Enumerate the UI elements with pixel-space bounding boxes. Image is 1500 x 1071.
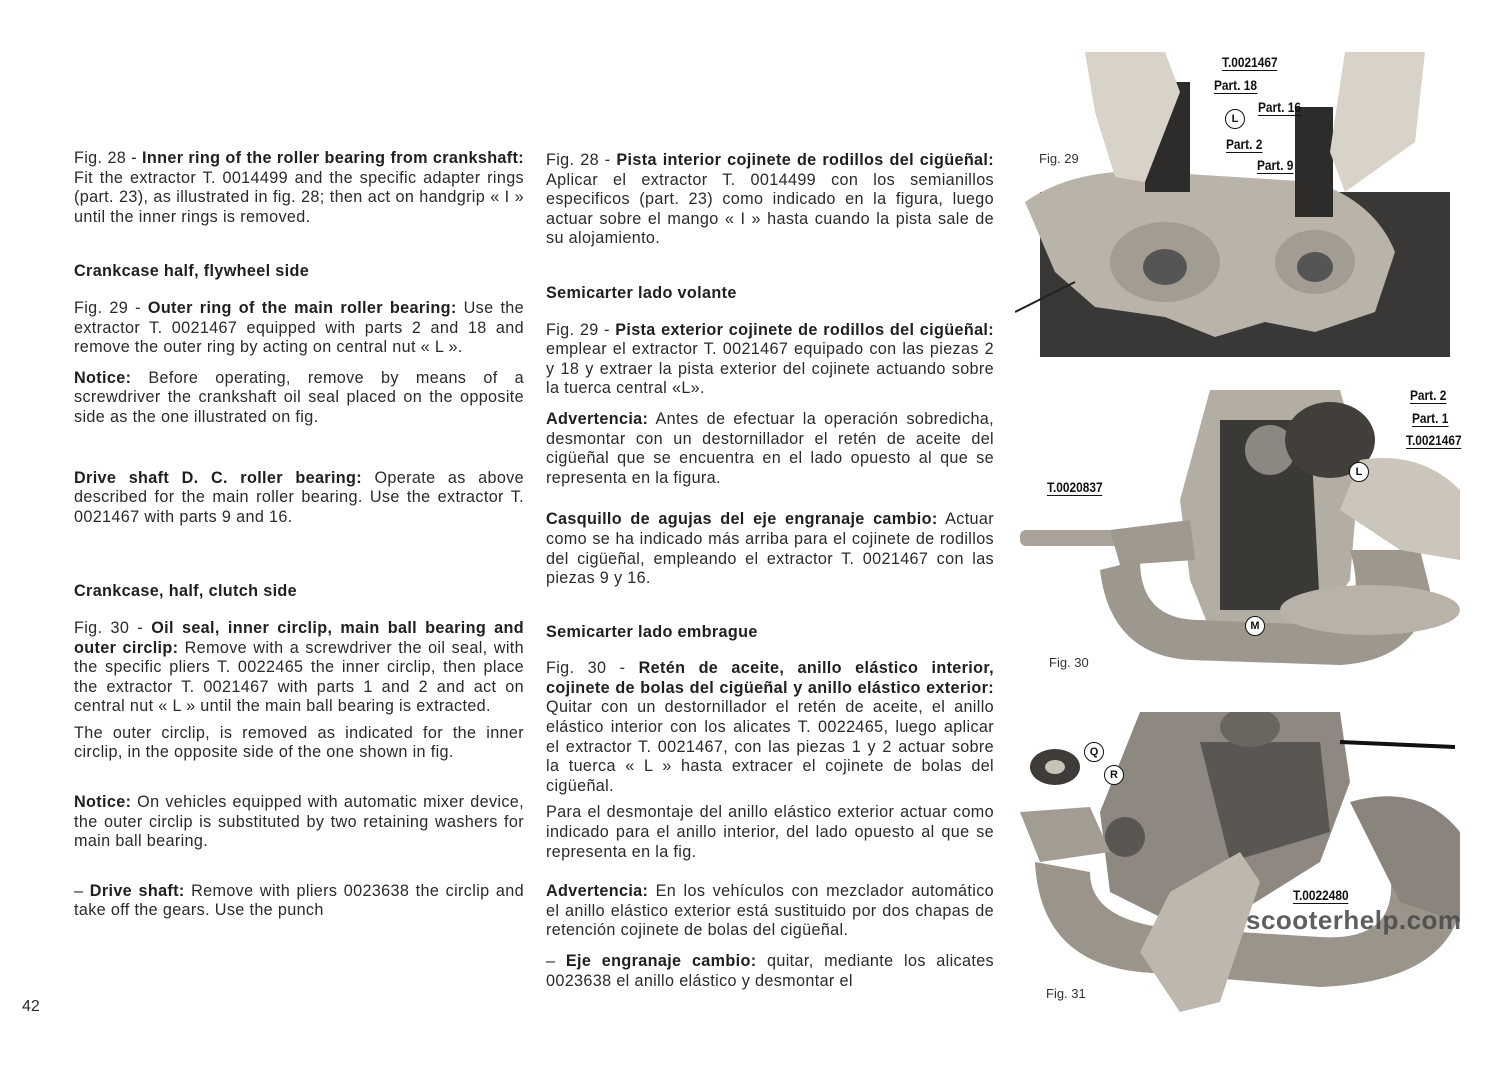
es-fig30-paragraph: Fig. 30 - Retén de aceite, anillo elástico interior, cojinete de bolas del cigüeñal y anillo elástico exterior: Quitar con un destornillador el retén de aceite, el anillo elástico interior con los alicates T. 0022465, luego aplicar el extractor T. 0021467, con las piezas 1 y 2 actuar sobre la tuerca « L » hasta extracer el cojinete de bolas del cigüeñal. (546, 659, 994, 795)
es-advertencia-2: Advertencia: En los vehículos con mezclador automático el anillo elástico exterior está sustituido por dos chapas de retención cojinete de bolas del cigüeñal. (546, 882, 994, 940)
en-notice-1: Notice: Before operating, remove by means of a screwdriver the crankshaft oil seal placed on the opposite side as the one illustrated on fig. (74, 368, 524, 426)
en-fig29-paragraph: Fig. 29 - Outer ring of the main roller bearing: Use the extractor T. 0021467 equipped with parts 2 and 18 and remove the outer ring by acting on central nut « L ». (74, 298, 524, 357)
fig31-callout-t0022480: T.0022480 (1293, 887, 1349, 903)
fig31-label: Fig. 31 (1046, 986, 1086, 1001)
fig29-callout-part18: Part. 18 (1214, 77, 1258, 93)
fig30-label: Fig. 30 (1049, 655, 1089, 670)
english-column (74, 149, 524, 921)
fig31-photo (1020, 712, 1475, 1057)
fig29-callout-part16: Part. 16 (1258, 99, 1302, 115)
watermark-scooterhelp: scooterhelp.com (1246, 905, 1462, 935)
fig29-callout-part9: Part. 9 (1257, 157, 1294, 173)
en-fig30-paragraph: Fig. 30 - Oil seal, inner circlip, main ball bearing and outer circlip: Remove with a screwdriver the oil seal, with the specific pliers T. 0022465 the inner circlip, then place the extractor T. 0021467 with parts 1 and 2 and act on central nut « L » until the main ball bearing is extracted. (74, 618, 525, 716)
spanish-column (546, 151, 994, 991)
es-advertencia-1: Advertencia: Antes de efectuar la operación sobredicha, desmontar con un destornillador el retén de aceite del cigüeñal que se encuentra en el lado opuesto al que se representa en la figura. (546, 409, 994, 487)
fig30-callout-part2: Part. 2 (1410, 387, 1447, 403)
fig31-marker-q: Q (1084, 742, 1104, 762)
es-heading-volante: Semicarter lado volante (546, 283, 737, 302)
es-fig28-paragraph: Fig. 28 - Pista interior cojinete de rodillos del cigüeñal: Aplicar el extractor T. 0014499 con los semianillos especificos (part. 23) como indicado en la figura, luego actuar sobre el mango « I » hasta cuando la pista sale de su alojamiento. (546, 151, 994, 248)
en-notice-2: Notice: On vehicles equipped with automatic mixer device, the outer circlip is substituted by two retaining washers for main ball bearing. (74, 793, 524, 851)
page-number: 42 (22, 998, 40, 1015)
es-heading-embrague: Semicarter lado embrague (546, 622, 758, 641)
fig30-callout-t0020837: T.0020837 (1047, 479, 1103, 495)
fig29-label: Fig. 29 (1039, 151, 1079, 166)
fig29-photo (1015, 52, 1455, 357)
fig30-marker-l: L (1349, 462, 1369, 482)
en-drive-shaft: – Drive shaft: Remove with pliers 0023638 the circlip and take off the gears. Use the punch (74, 881, 524, 920)
en-drive-shaft-dc: Drive shaft D. C. roller bearing: Operate as above described for the main roller bearing. Use the extractor T. 0021467 with parts 9 and 16. (74, 468, 525, 526)
en-heading-clutch-side: Crankcase, half, clutch side (74, 582, 298, 601)
fig30-photo (1020, 380, 1470, 680)
en-outer-circlip: The outer circlip, is removed as indicated for the inner circlip, in the opposite side of the one shown in fig. (74, 723, 524, 762)
fig29-callout-t0021467: T.0021467 (1222, 54, 1278, 70)
fig29-marker-l: L (1225, 109, 1245, 129)
en-fig28-paragraph: Fig. 28 - Inner ring of the roller bearing from crankshaft: Fit the extractor T. 0014499 and the specific adapter rings (part. 23), as illustrated in fig. 28; then act on handgrip « I » until the inner rings is removed. (74, 149, 525, 226)
es-outer-circlip: Para el desmontaje del anillo elástico exterior actuar como indicado para el anillo interior, del lado opuesto al que se representa en la fig. (546, 803, 994, 861)
fig30-callout-t0021467: T.0021467 (1406, 432, 1462, 448)
fig30-marker-m: M (1245, 616, 1265, 636)
es-eje-engranaje: – Eje engranaje cambio: quitar, mediante los alicates 0023638 el anillo elástico y desmontar el (546, 952, 994, 990)
es-casquillo: Casquillo de agujas del eje engranaje cambio: Actuar como se ha indicado más arriba para el cojinete de rodillos del cigüeñal, empleando el extractor T. 0021467 con las piezas 9 y 16. (546, 510, 994, 588)
fig31-marker-r: R (1104, 765, 1124, 785)
fig29-callout-part2: Part. 2 (1226, 136, 1263, 152)
en-fig28-title: Inner ring of the roller bearing from crankshaft: (142, 149, 525, 167)
fig30-callout-part1: Part. 1 (1412, 410, 1449, 426)
en-heading-flywheel-side: Crankcase half, flywheel side (74, 262, 310, 281)
es-fig29-paragraph: Fig. 29 - Pista exterior cojinete de rodillos del cigüeñal: emplear el extractor T. 0021467 equipado con las piezas 2 y 18 y extraer la pista exterior del cojinete actuando sobre la tuerca central «L». (546, 320, 995, 398)
